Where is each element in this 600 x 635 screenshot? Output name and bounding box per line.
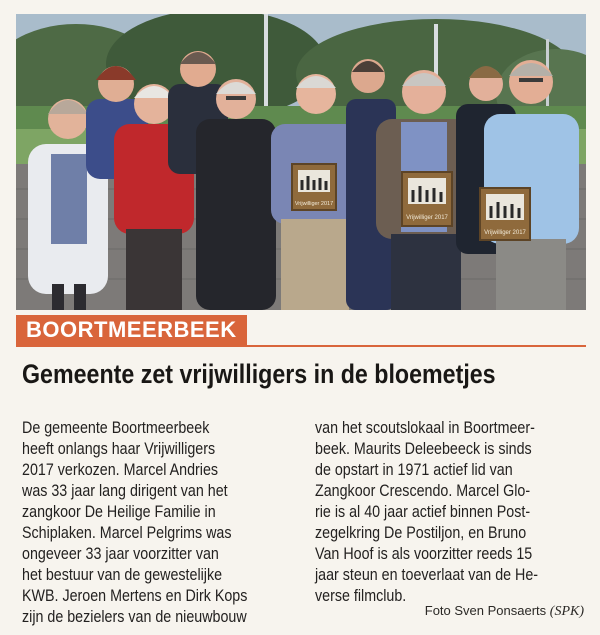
plaque-1 xyxy=(292,164,336,210)
photo-credit-text: Foto Sven Ponsaerts xyxy=(424,603,547,618)
article-line: zijn de bezielers van de nieuwbouw xyxy=(22,607,247,626)
article-line: het bestuur van de gewestelijke xyxy=(22,565,223,584)
group-photo xyxy=(16,14,586,310)
article-line: 2017 verkozen. Marcel Andries xyxy=(22,460,219,479)
article-line: van het scoutslokaal in Boortmeer- xyxy=(315,418,535,437)
svg-text:Vrijwilliger 2017: Vrijwilliger 2017 xyxy=(484,230,526,236)
section-label: BOORTMEERBEEK xyxy=(16,315,247,345)
article-line: Schiplaken. Marcel Pelgrims was xyxy=(22,523,232,542)
article-line: ongeveer 33 jaar voorzitter van xyxy=(22,544,219,563)
article-line: beek. Maurits Deleebeeck is sinds xyxy=(315,439,532,458)
article-line: zangkoor De Heilige Familie in xyxy=(22,502,216,521)
article-line: KWB. Jeroen Mertens en Dirk Kops xyxy=(22,586,248,605)
article-line: was 33 jaar lang dirigent van het xyxy=(22,481,228,500)
article-column-right xyxy=(315,417,587,606)
article-line: verse filmclub. xyxy=(315,586,407,605)
article-column-left xyxy=(22,417,294,627)
svg-text:Vrijwilliger 2017: Vrijwilliger 2017 xyxy=(406,215,448,221)
group-photo-illustration xyxy=(16,14,586,310)
article-line: Zangkoor Crescendo. Marcel Glo- xyxy=(315,481,531,500)
photo-credit xyxy=(425,603,584,620)
photo-credit-agency: (SPK) xyxy=(549,604,584,619)
section-divider xyxy=(16,345,586,347)
article-line: heeft onlangs haar Vrijwilligers xyxy=(22,439,216,458)
plaque-3 xyxy=(480,188,530,240)
article-line: jaar steun en toeverlaat van de He- xyxy=(315,565,539,584)
article-line: De gemeente Boortmeerbeek xyxy=(22,418,210,437)
article-line: rie is al 40 jaar actief binnen Post- xyxy=(315,502,531,521)
article-line: de opstart in 1971 actief lid van xyxy=(315,460,513,479)
svg-text:Vrijwilliger 2017: Vrijwilliger 2017 xyxy=(294,201,334,207)
article-line: zegelkring De Postiljon, en Bruno xyxy=(315,523,527,542)
headline: Gemeente zet vrijwilligers in de bloemetjes xyxy=(22,359,496,389)
plaque-2 xyxy=(402,172,452,226)
article-line: Van Hoof is als voorzitter reeds 15 xyxy=(315,544,533,563)
